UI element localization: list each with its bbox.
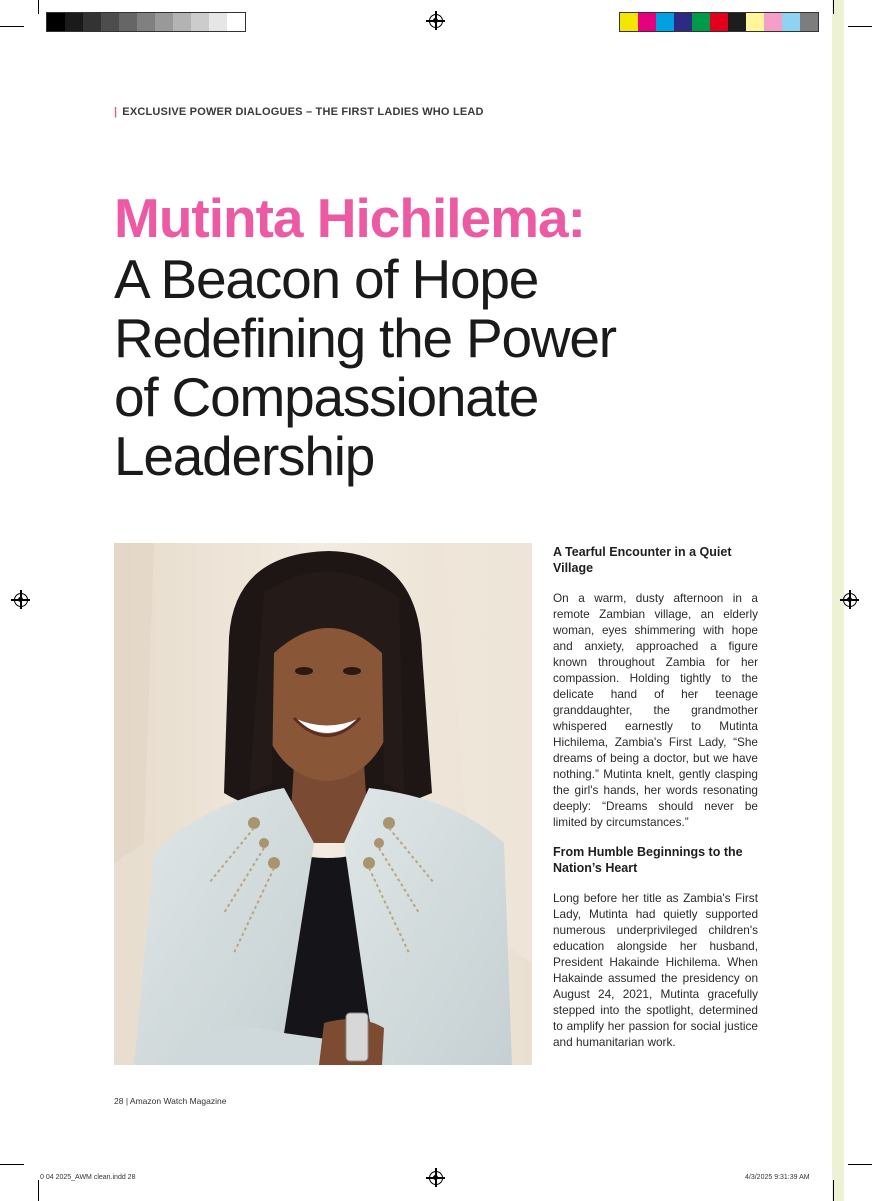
crop-mark [38, 1180, 39, 1201]
print-slug-date: 4/3/2025 9:31:39 AM [745, 1174, 810, 1181]
headline-line: of Compassionate [114, 366, 539, 428]
section-label-divider: | [114, 106, 118, 118]
grayscale-calibration-bar [46, 12, 246, 32]
color-swatch [119, 13, 137, 31]
color-swatch [227, 13, 245, 31]
color-swatch [209, 13, 227, 31]
registration-mark-icon [429, 14, 443, 28]
section-heading: From Humble Beginnings to the Nation’s Heart [553, 845, 743, 875]
crop-mark [833, 1180, 834, 1201]
section-label-text: EXCLUSIVE POWER DIALOGUES – THE FIRST LADIES WHO LEAD [122, 106, 484, 118]
color-swatch [692, 13, 710, 31]
headline [114, 250, 794, 486]
color-swatch [620, 13, 638, 31]
registration-mark-icon [429, 1171, 443, 1185]
color-swatch [173, 13, 191, 31]
portrait-illustration [114, 543, 532, 1065]
color-swatch [782, 13, 800, 31]
color-swatch [746, 13, 764, 31]
color-swatch [65, 13, 83, 31]
section-label [114, 106, 484, 118]
registration-mark-icon [14, 593, 28, 607]
crop-mark [848, 26, 872, 27]
crop-mark [0, 26, 24, 27]
crop-mark [38, 0, 39, 14]
color-calibration-bar [619, 12, 819, 32]
color-swatch [137, 13, 155, 31]
color-swatch [764, 13, 782, 31]
headline-line: Leadership [114, 425, 375, 487]
color-swatch [710, 13, 728, 31]
crop-mark [833, 0, 834, 14]
page-footer: 28 | Amazon Watch Magazine [114, 1096, 227, 1106]
color-swatch [800, 13, 818, 31]
crop-mark [848, 1164, 872, 1165]
color-swatch [83, 13, 101, 31]
color-swatch [656, 13, 674, 31]
print-slug-file: 0 04 2025_AWM clean.indd 28 [40, 1174, 136, 1181]
color-swatch [47, 13, 65, 31]
registration-mark-icon [843, 593, 857, 607]
color-swatch [728, 13, 746, 31]
color-swatch [191, 13, 209, 31]
headline-line: Redefining the Power [114, 307, 616, 369]
paragraph: Long before her title as Zambia's First Lady, Mutinta had quietly supported numerous underprivileged children's education alongside her husband, President Hakainde Hichilema. When Hakainde assumed the presidency on August 24, 2021, Mutinta gracefully stepped into the spotlight, determined to amplify her passion for social justice and humanitarian work. [553, 891, 758, 1049]
headline-name: Mutinta Hichilema: [114, 187, 585, 249]
portrait-photo [114, 543, 532, 1065]
color-swatch [674, 13, 692, 31]
headline-line: A Beacon of Hope [114, 248, 539, 310]
color-swatch [101, 13, 119, 31]
color-swatch [155, 13, 173, 31]
section-heading: A Tearful Encounter in a Quiet Village [553, 545, 732, 575]
article-column [553, 544, 758, 1050]
color-swatch [638, 13, 656, 31]
paragraph: On a warm, dusty afternoon in a remote Zambian village, an elderly woman, eyes shimmering with hope and anxiety, approached a figure known throughout Zambia for her compassion. Holding tightly to the delicate hand of her teenage granddaughter, the grandmother whispered earnestly to Mutinta Hichilema, Zambia's First Lady, “She dreams of being a doctor, but we have nothing.” Mutinta knelt, gently clasping the girl's hands, her words resonating deeply: “Dreams should never be limited by circumstances.” [553, 591, 758, 829]
crop-mark [0, 1164, 24, 1165]
